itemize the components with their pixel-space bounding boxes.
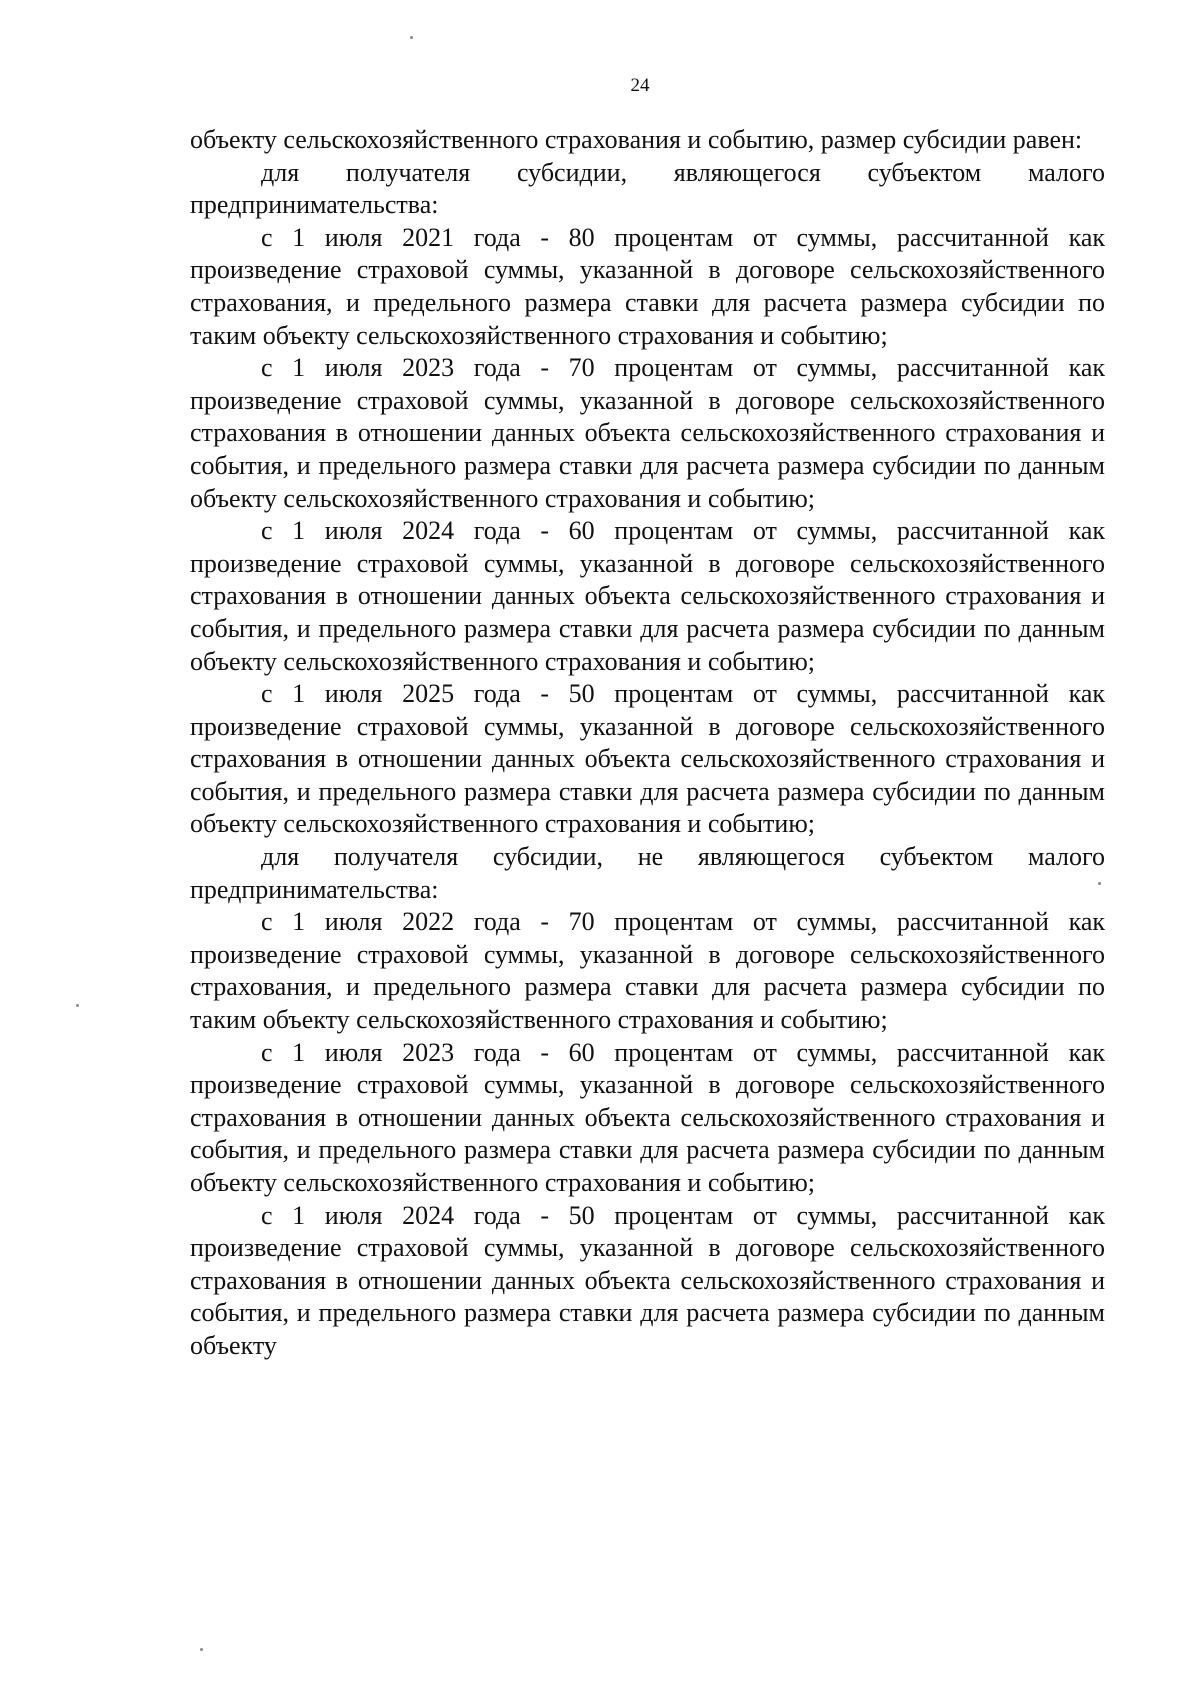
scan-speck: [410, 36, 413, 39]
paragraph: объекту сельскохозяйственного страхования и событию, размер субсидии равен:: [190, 125, 1083, 154]
paragraph: с 1 июля 2021 года - 80 процентам от суммы, рассчитанной как произведение страховой суммы, указанной в договоре сельскохозяйственного страхования, и предельного размера ставки для расчета размера субсидии по таким объекту сельскохозяйственного страхования и событию;: [190, 222, 1105, 350]
body-text: [190, 124, 1105, 1363]
paragraph: с 1 июля 2023 года - 60 процентам от суммы, рассчитанной как произведение страховой суммы, указанной в договоре сельскохозяйственного страхования в отношении данных объекта сельскохозяйственного страхования и события, и предельного размера ставки для расчета размера субсидии по данным объекту сельскохозяйственного страхования и событию;: [190, 1037, 1105, 1197]
page-number: 24: [630, 75, 650, 96]
paragraph: с 1 июля 2025 года - 50 процентам от суммы, рассчитанной как произведение страховой суммы, указанной в договоре сельскохозяйственного страхования в отношении данных объекта сельскохозяйственного страхования и события, и предельного размера ставки для расчета размера субсидии по данным объекту сельскохозяйственного страхования и событию;: [190, 679, 1105, 839]
scan-speck: [200, 1648, 203, 1651]
paragraph: с 1 июля 2024 года - 50 процентам от суммы, рассчитанной как произведение страховой суммы, указанной в договоре сельскохозяйственного страхования в отношении данных объекта сельскохозяйственного страхования и события, и предельного размера ставки для расчета размера субсидии по данным объекту: [190, 1200, 1105, 1360]
paragraph: для получателя субсидии, не являющегося субъектом малого предпринимательства:: [190, 842, 1105, 904]
paragraph: с 1 июля 2022 года - 70 процентам от суммы, рассчитанной как произведение страховой суммы, указанной в договоре сельскохозяйственного страхования, и предельного размера ставки для расчета размера субсидии по таким объекту сельскохозяйственного страхования и событию;: [190, 907, 1105, 1035]
paragraph: с 1 июля 2024 года - 60 процентам от суммы, рассчитанной как произведение страховой суммы, указанной в договоре сельскохозяйственного страхования в отношении данных объекта сельскохозяйственного страхования и события, и предельного размера ставки для расчета размера субсидии по данным объекту сельскохозяйственного страхования и событию;: [190, 516, 1105, 676]
paragraph: для получателя субсидии, являющегося субъектом малого предпринимательства:: [190, 157, 1105, 220]
scan-speck: [76, 1004, 79, 1007]
paragraph: с 1 июля 2023 года - 70 процентам от суммы, рассчитанной как произведение страховой суммы, указанной в договоре сельскохозяйственного страхования в отношении данных объекта сельскохозяйственного страхования и события, и предельного размера ставки для расчета размера субсидии по данным объекту сельскохозяйственного страхования и событию;: [190, 353, 1105, 513]
